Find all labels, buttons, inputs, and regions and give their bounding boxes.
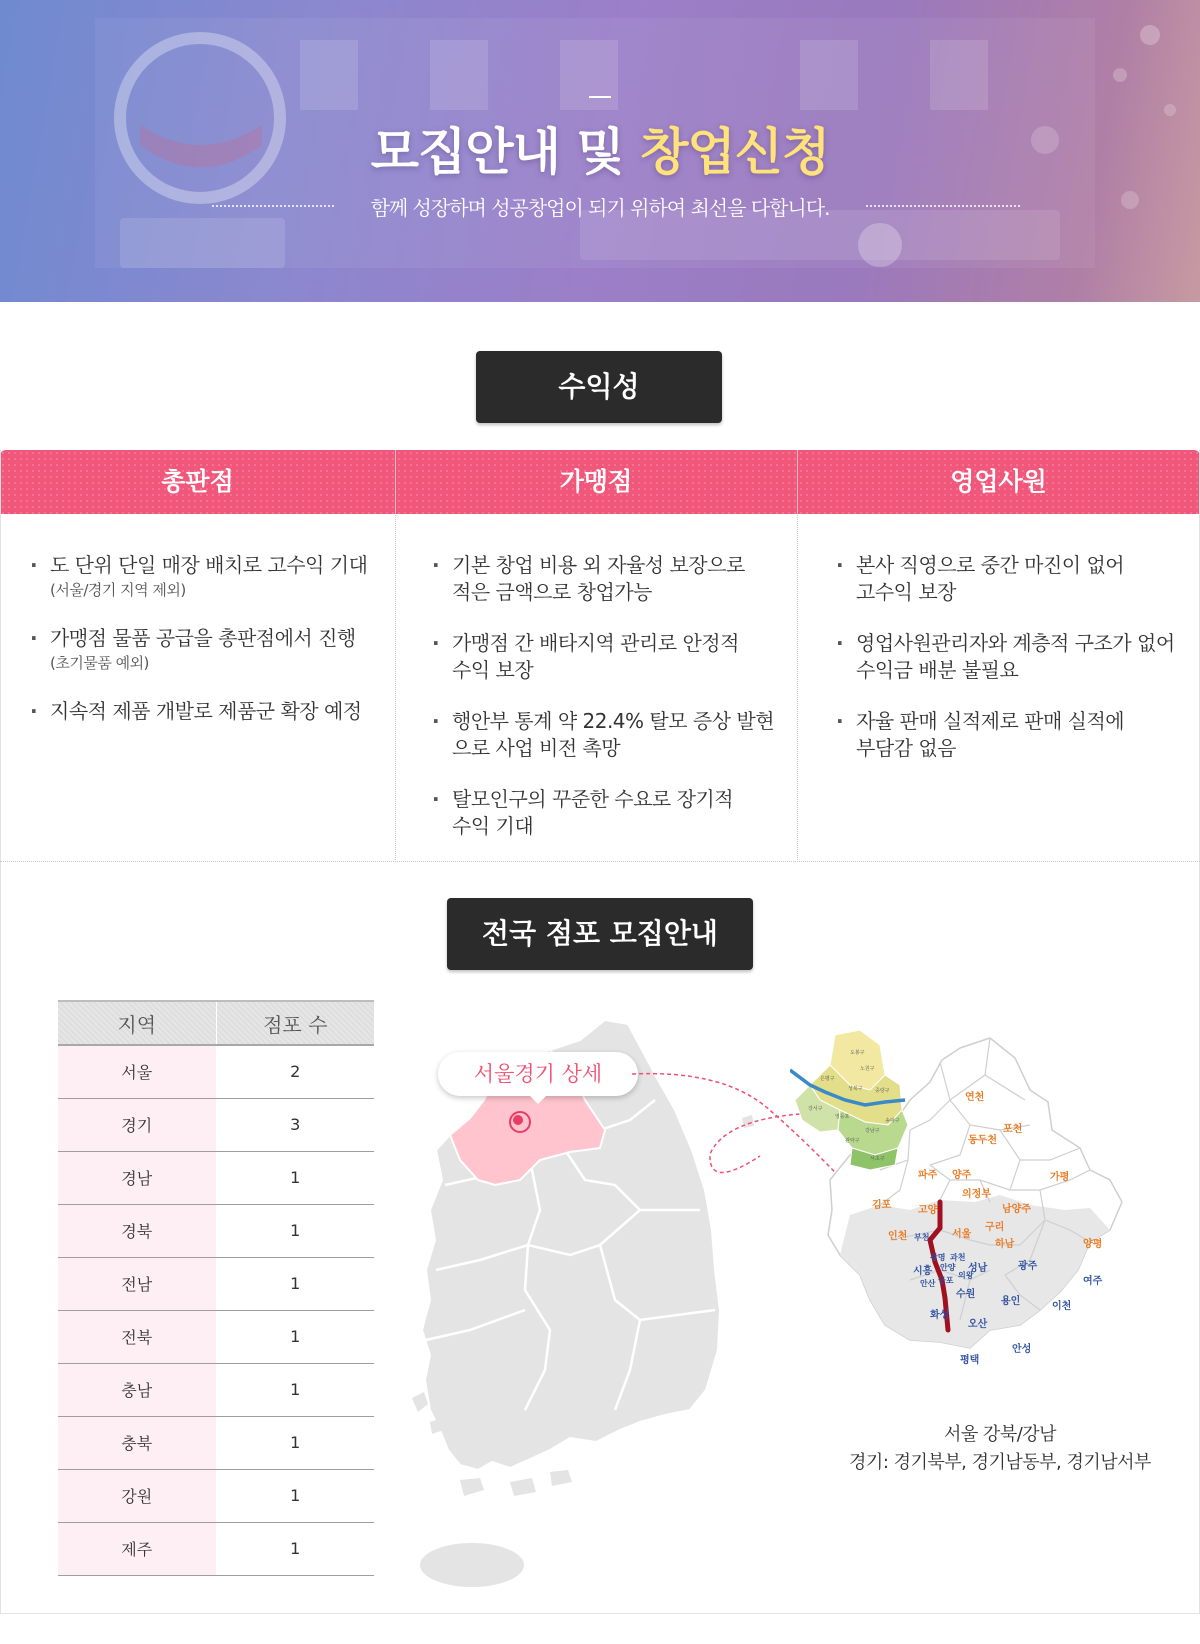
gyeonggi-caption-line2: 경기: 경기북부, 경기남동부, 경기남서부 bbox=[849, 1452, 1151, 1473]
count-cell: 1 bbox=[216, 1151, 374, 1204]
svg-text:송파구: 송파구 bbox=[885, 1118, 900, 1124]
table-row bbox=[58, 1310, 374, 1363]
city-label: 성남 bbox=[968, 1263, 988, 1274]
city-label: 구리 bbox=[985, 1222, 1005, 1233]
svg-text:강남구: 강남구 bbox=[865, 1128, 880, 1134]
region-cell: 충북 bbox=[58, 1416, 216, 1469]
city-label: 용인 bbox=[1001, 1296, 1021, 1307]
region-cell: 강원 bbox=[58, 1469, 216, 1522]
recruit-section-title: 전국 점포 모집안내 bbox=[447, 898, 753, 970]
profit-header-distributor: 총판점 bbox=[161, 467, 234, 496]
list-item: · 영업사원관리자와 계층적 구조가 없어 수익금 배분 불필요 bbox=[836, 630, 1196, 684]
hero-subtitle: 함께 성장하며 성공창업이 되기 위하여 최선을 다합니다. bbox=[370, 196, 830, 220]
city-label: 부천 bbox=[914, 1233, 930, 1242]
count-cell: 3 bbox=[216, 1098, 374, 1151]
gyeonggi-detail-map bbox=[790, 1030, 1160, 1400]
profit-section-title: 수익성 bbox=[476, 351, 722, 423]
city-label: 수원 bbox=[956, 1289, 976, 1300]
svg-text:강서구: 강서구 bbox=[808, 1106, 823, 1112]
table-header-region: 지역 bbox=[58, 1001, 216, 1045]
city-label: 고양 bbox=[918, 1205, 938, 1216]
profit-header-sales: 영업사원 bbox=[950, 467, 1047, 496]
city-label: 양평 bbox=[1083, 1239, 1103, 1250]
city-label: 하남 bbox=[995, 1239, 1015, 1250]
hero-title-accent: 창업신청 bbox=[640, 123, 830, 181]
city-label: 광주 bbox=[1018, 1261, 1038, 1272]
svg-text:은평구: 은평구 bbox=[820, 1076, 835, 1082]
region-cell: 충남 bbox=[58, 1363, 216, 1416]
count-cell: 1 bbox=[216, 1522, 374, 1575]
city-label: 광명 bbox=[930, 1253, 946, 1262]
hero-dots-right bbox=[866, 205, 1020, 207]
island bbox=[550, 1470, 572, 1486]
region-cell: 전남 bbox=[58, 1257, 216, 1310]
svg-text:서초구: 서초구 bbox=[870, 1156, 885, 1162]
profit-border-left bbox=[0, 450, 1, 862]
count-cell: 1 bbox=[216, 1204, 374, 1257]
city-label: 의정부 bbox=[962, 1189, 991, 1200]
profit-column-divider bbox=[797, 450, 798, 862]
table-row bbox=[58, 1469, 374, 1522]
list-item: · 기본 창업 비용 외 자율성 보장으로 적은 금액으로 창업가능 bbox=[432, 552, 792, 606]
region-cell: 제주 bbox=[58, 1522, 216, 1575]
count-cell: 1 bbox=[216, 1257, 374, 1310]
city-label: 파주 bbox=[918, 1170, 938, 1181]
list-item: · 본사 직영으로 중간 마진이 없어 고수익 보장 bbox=[836, 552, 1196, 606]
list-item: · 가맹점 물품 공급을 총판점에서 진행 (초기물품 예외) bbox=[30, 625, 390, 674]
svg-text:영등포: 영등포 bbox=[835, 1114, 850, 1120]
city-label: 오산 bbox=[968, 1319, 988, 1330]
region-cell: 전북 bbox=[58, 1310, 216, 1363]
table-row bbox=[58, 1363, 374, 1416]
count-cell: 1 bbox=[216, 1310, 374, 1363]
city-label: 군포 bbox=[938, 1276, 954, 1285]
count-cell: 1 bbox=[216, 1416, 374, 1469]
city-label: 포천 bbox=[1003, 1124, 1023, 1135]
region-cell: 서울 bbox=[58, 1045, 216, 1098]
table-row bbox=[58, 1151, 374, 1204]
svg-text:관악구: 관악구 bbox=[845, 1138, 860, 1144]
table-header-row bbox=[58, 1001, 374, 1045]
hero-subtitle-row bbox=[0, 192, 1200, 220]
profit-column-divider bbox=[395, 450, 396, 862]
city-label: 남양주 bbox=[1002, 1204, 1031, 1215]
table-row bbox=[58, 1098, 374, 1151]
island bbox=[460, 1478, 484, 1496]
city-label: 서울 bbox=[952, 1229, 972, 1240]
city-label: 인천 bbox=[888, 1231, 908, 1242]
hero-title-dash bbox=[589, 96, 611, 98]
table-row bbox=[58, 1257, 374, 1310]
city-label: 동두천 bbox=[968, 1135, 997, 1146]
count-cell: 1 bbox=[216, 1363, 374, 1416]
table-header-count: 점포 수 bbox=[216, 1001, 374, 1045]
franchise-benefit-list bbox=[432, 552, 792, 864]
island bbox=[412, 1392, 428, 1412]
list-item: · 지속적 제품 개발로 제품군 확장 예정 bbox=[30, 698, 390, 725]
profit-table bbox=[0, 450, 1200, 862]
seoul-dot bbox=[513, 1115, 523, 1125]
region-cell: 경북 bbox=[58, 1204, 216, 1257]
city-label: 여주 bbox=[1083, 1276, 1103, 1287]
city-label: 안산 bbox=[920, 1279, 936, 1288]
table-row bbox=[58, 1416, 374, 1469]
city-label: 안성 bbox=[1012, 1344, 1032, 1355]
city-label: 김포 bbox=[872, 1200, 892, 1211]
region-cell: 경남 bbox=[58, 1151, 216, 1204]
count-cell: 1 bbox=[216, 1469, 374, 1522]
gyeonggi-caption-line1: 서울 강북/강남 bbox=[943, 1424, 1057, 1445]
city-label: 안양 bbox=[940, 1263, 956, 1272]
store-count-table bbox=[58, 1000, 374, 1576]
list-item: · 탈모인구의 꾸준한 수요로 장기적 수익 기대 bbox=[432, 786, 792, 840]
seoul-gyeonggi-detail-callout[interactable]: 서울경기 상세 bbox=[438, 1052, 638, 1096]
city-label: 이천 bbox=[1052, 1301, 1072, 1312]
list-item: · 도 단위 단일 매장 배치로 고수익 기대 (서울/경기 지역 제외) bbox=[30, 552, 390, 601]
city-label: 연천 bbox=[965, 1092, 985, 1103]
city-label: 평택 bbox=[960, 1355, 980, 1366]
svg-text:중랑구: 중랑구 bbox=[875, 1088, 890, 1094]
seoul-inset-map bbox=[790, 1030, 908, 1170]
count-cell: 2 bbox=[216, 1045, 374, 1098]
city-label: 시흥 bbox=[913, 1266, 933, 1277]
table-row bbox=[58, 1522, 374, 1575]
jeju-island bbox=[420, 1543, 524, 1587]
island bbox=[510, 1478, 536, 1496]
city-label: 의왕 bbox=[958, 1271, 974, 1280]
table-row bbox=[58, 1204, 374, 1257]
list-item: · 행안부 통계 약 22.4% 탈모 증상 발현 으로 사업 비전 촉망 bbox=[432, 708, 792, 762]
city-label: 화성 bbox=[930, 1310, 950, 1321]
svg-text:도봉구: 도봉구 bbox=[850, 1050, 865, 1056]
svg-text:성북구: 성북구 bbox=[848, 1086, 863, 1092]
list-item: · 자율 판매 실적제로 판매 실적에 부담감 없음 bbox=[836, 708, 1196, 762]
table-row bbox=[58, 1045, 374, 1098]
profit-header-franchise: 가맹점 bbox=[559, 467, 633, 496]
hero-title: 모집안내 및 창업신청 bbox=[370, 123, 830, 181]
city-label: 가평 bbox=[1050, 1172, 1070, 1183]
city-label: 과천 bbox=[950, 1253, 966, 1262]
region-cell: 경기 bbox=[58, 1098, 216, 1151]
list-item: · 가맹점 간 배타지역 관리로 안정적 수익 보장 bbox=[432, 630, 792, 684]
city-label: 양주 bbox=[952, 1170, 972, 1181]
svg-text:노원구: 노원구 bbox=[860, 1066, 875, 1072]
distributor-benefit-list bbox=[30, 552, 390, 749]
sales-benefit-list bbox=[836, 552, 1196, 786]
hero-banner bbox=[0, 0, 1200, 302]
